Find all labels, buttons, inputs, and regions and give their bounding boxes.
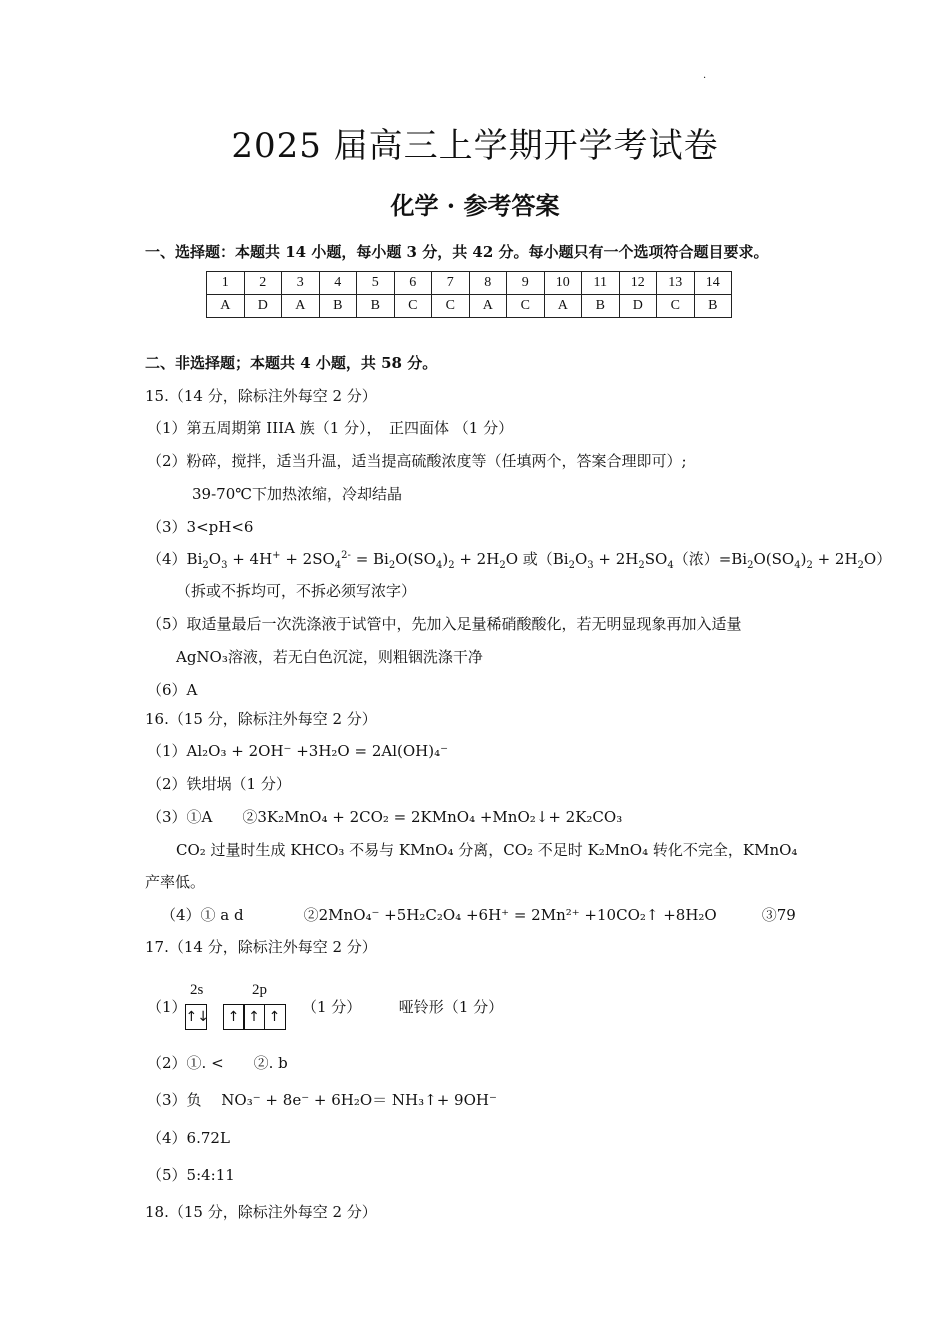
q16-part4: （4）① a d ②2MnO₄⁻ +5H₂C₂O₄ +6H⁺ = 2Mn²⁺ +10CO₂↑ +8H₂O ③79 [161,906,796,924]
orbital-2p-boxes [224,1004,286,1030]
q15-part4-note: （拆或不拆均可，不拆必须写浓字） [176,582,417,600]
section1-heading: 一、选择题：本题共 14 小题，每小题 3 分，共 42 分。每小题只有一个选项符合题目要求。 [145,243,769,261]
page-subtitle: 化学 · 参考答案 [390,191,560,220]
q15-part4-equation: $Bi_2O_3 + 4H^+ + 2SO_4^{2-} = Bi_2O(SO_4)_2 + 2H_2O$ 或（$Bi_2O_3 + 2H_2SO_4$（浓）$=Bi_2O(SO_4)_2 + 2H_2O$） [186,550,892,571]
answer-cell: C [657,295,695,318]
answer-cell: A [469,295,507,318]
corner-mark: . [703,70,707,81]
q15-header: 15.（14 分，除标注外每空 2 分） [145,387,377,405]
q17-part1-prefix: （1） [147,998,187,1016]
q15-part5: （5）取适量最后一次洗涤液于试管中，先加入足量稀硝酸酸化，若无明显现象再加入适量 [147,615,742,633]
q16-part3-explanation-end: 产率低。 [145,873,206,891]
q17-part4: （4）6.72L [147,1129,230,1147]
answer-cell: B [694,295,732,318]
orbital-2p-label: 2p [252,982,267,998]
orbital-box-2s: ↑↓ [185,1004,207,1030]
answer-cell: B [582,295,620,318]
answer-cell: C [432,295,470,318]
answer-cell: B [357,295,395,318]
q15-part4 [147,548,891,569]
question-number: 14 [694,272,732,295]
q16-part3-explanation: CO₂ 过量时生成 KHCO₃ 不易与 KMnO₄ 分离，CO₂ 不足时 K₂MnO₄ 转化不完全，KMnO₄ [176,841,798,859]
q15-part4-prefix: （4） [147,550,187,568]
q15-part2-continued: 39-70℃下加热浓缩，冷却结晶 [192,485,403,503]
q16-part2: （2）铁坩埚（1 分） [147,775,291,793]
answer-cell: D [244,295,282,318]
q17-part1-suffix: （1 分） 哑铃形（1 分） [302,998,504,1016]
section2-heading: 二、非选择题；本题共 4 小题，共 58 分。 [145,354,438,372]
q17-part5: （5）5:4:11 [147,1166,235,1184]
question-number: 12 [619,272,657,295]
question-number: 9 [507,272,545,295]
answer-cell: C [507,295,545,318]
answer-cell: A [282,295,320,318]
q18-header: 18.（15 分，除标注外每空 2 分） [145,1203,377,1221]
orbital-2s-boxes [186,1004,207,1030]
orbital-box-2p: ↑ [264,1004,286,1030]
q16-header: 16.（15 分，除标注外每空 2 分） [145,710,377,728]
question-number: 5 [357,272,395,295]
answer-cell: A [207,295,245,318]
question-number: 4 [319,272,357,295]
q15-part3: （3）3<pH<6 [147,518,254,536]
answer-table-numbers [207,272,732,295]
q17-part3: （3）负 NO₃⁻ + 8e⁻ + 6H₂O＝ NH₃↑+ 9OH⁻ [147,1091,497,1109]
question-number: 8 [469,272,507,295]
q16-part1: （1）Al₂O₃ + 2OH⁻ +3H₂O = 2Al(OH)₄⁻ [147,742,449,760]
q17-part2: （2）①. < ②. b [147,1054,288,1072]
q15-part2: （2）粉碎，搅拌，适当升温，适当提高硫酸浓度等（任填两个，答案合理即可）; [147,452,687,470]
q16-part3: （3）①A ②3K₂MnO₄ + 2CO₂ = 2KMnO₄ +MnO₂↓+ 2K₂CO₃ [147,808,623,826]
orbital-box-2p: ↑ [223,1004,245,1030]
q15-part5-continued: AgNO₃溶液，若无白色沉淀，则粗铟洗涤干净 [176,648,483,666]
answer-cell: C [394,295,432,318]
question-number: 3 [282,272,320,295]
question-number: 11 [582,272,620,295]
orbital-2s-label: 2s [190,982,204,998]
question-number: 7 [432,272,470,295]
page-title: 2025 届高三上学期开学考试卷 [231,126,719,166]
answer-cell: B [319,295,357,318]
answer-cell: D [619,295,657,318]
q15-part1: （1）第五周期第 IIIA 族（1 分）， 正四面体 （1 分） [147,419,514,437]
question-number: 1 [207,272,245,295]
answer-cell: A [544,295,582,318]
orbital-box-2p: ↑ [243,1004,265,1030]
q15-part6: （6）A [147,681,198,699]
question-number: 13 [657,272,695,295]
question-number: 10 [544,272,582,295]
question-number: 6 [394,272,432,295]
answer-table [206,271,732,318]
answer-table-answers [207,295,732,318]
question-number: 2 [244,272,282,295]
q17-header: 17.（14 分，除标注外每空 2 分） [145,938,377,956]
